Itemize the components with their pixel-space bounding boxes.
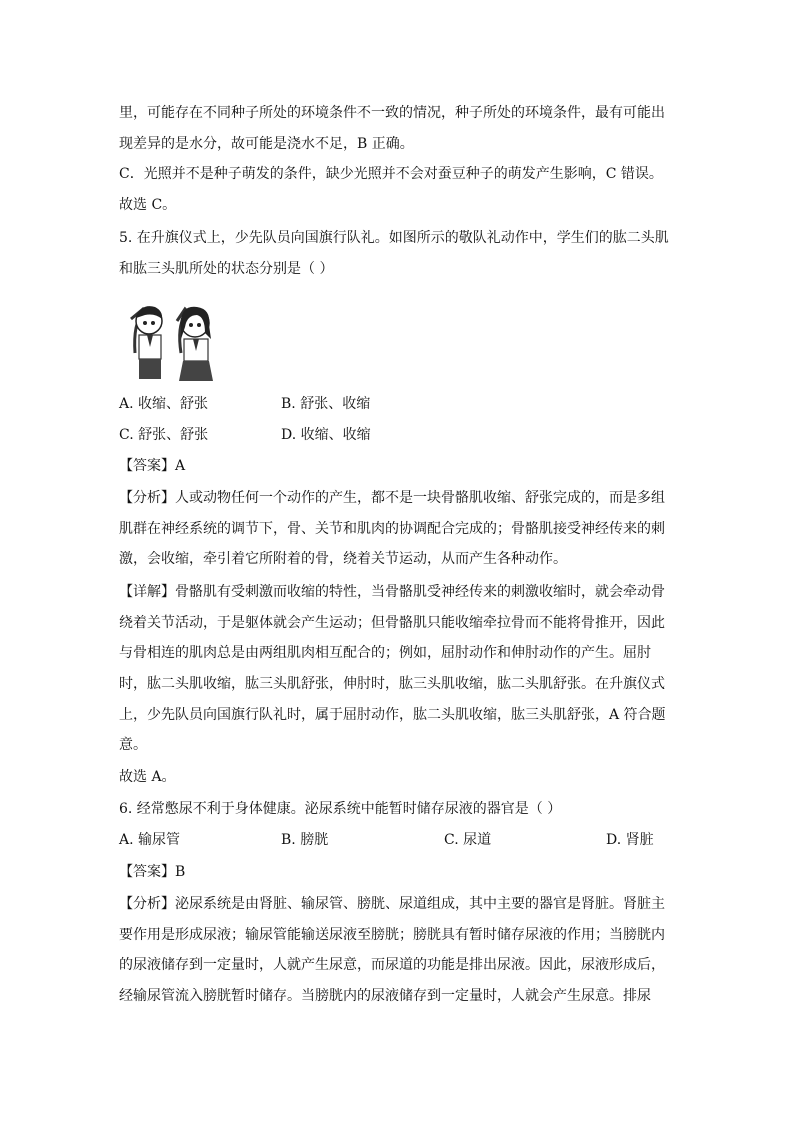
intro-line: 现差异的是水分，故可能是浇水不足，B 正确。 (119, 136, 414, 152)
q6-analysis-line: 的尿液储存到一定量时，人就产生尿意，而尿道的功能是排出尿液。因此，尿液形成后， (119, 957, 665, 973)
q5-option-a: A. 收缩、舒张 (119, 396, 209, 412)
q5-option-d: D. 收缩、收缩 (281, 427, 371, 443)
q5-answer: 【答案】A (119, 458, 186, 474)
q5-analysis-line: 【分析】人或动物任何一个动作的产生，都不是一块骨骼肌收缩、舒张完成的，而是多组 (119, 490, 665, 506)
girl-figure (177, 307, 213, 381)
q5-option-c: C. 舒张、舒张 (119, 427, 209, 443)
question-6-stem: 6. 经常憋尿不利于身体健康。泌尿系统中能暂时储存尿液的器官是（ ） (119, 801, 562, 817)
q5-detail-line: 绕着关节活动，于是躯体就会产生运动；但骨骼肌只能收缩牵拉骨而不能将骨推开，因此 (119, 615, 665, 631)
q6-answer: 【答案】B (119, 864, 186, 880)
q6-option-b: B. 膀胱 (281, 832, 329, 848)
q5-detail-line: 意。 (119, 737, 147, 753)
salute-students-illustration (119, 283, 223, 387)
q5-option-b: B. 舒张、收缩 (281, 396, 371, 412)
boy-figure (131, 306, 162, 379)
q5-analysis-line: 激，会收缩，牵引着它所附着的骨，绕着关节运动，从而产生各种动作。 (119, 551, 567, 567)
q5-detail-line: 上，少先队员向国旗行队礼时，属于屈肘动作，肱二头肌收缩，肱三头肌舒张，A 符合题 (119, 707, 666, 723)
q6-analysis-line: 要作用是形成尿液；输尿管能输送尿液至膀胱；膀胱具有暂时储存尿液的作用；当膀胱内 (119, 927, 665, 943)
q5-conclusion: 故选 A。 (119, 769, 176, 785)
q6-option-a: A. 输尿管 (119, 832, 181, 848)
q5-detail-line: 与骨相连的肌肉总是由两组肌肉相互配合的；例如，屈肘动作和伸肘动作的产生。屈肘 (119, 645, 651, 661)
question-5-stem: 和肱三头肌所处的状态分别是（ ） (119, 261, 334, 277)
q5-detail-line: 时，肱二头肌收缩，肱三头肌舒张，伸肘时，肱三头肌收缩，肱二头肌舒张。在升旗仪式 (119, 676, 665, 692)
intro-line: 故选 C。 (119, 197, 177, 213)
q6-analysis-line: 经输尿管流入膀胱暂时储存。当膀胱内的尿液储存到一定量时，人就会产生尿意。排尿 (119, 988, 651, 1004)
q5-analysis-line: 肌群在神经系统的调节下，骨、关节和肌肉的协调配合完成的；骨骼肌接受神经传来的刺 (119, 521, 665, 537)
q5-detail-line: 【详解】骨骼肌有受刺激而收缩的特性，当骨骼肌受神经传来的刺激收缩时，就会牵动骨 (119, 584, 665, 600)
q6-analysis-line: 【分析】泌尿系统是由肾脏、输尿管、膀胱、尿道组成，其中主要的器官是肾脏。肾脏主 (119, 896, 665, 912)
intro-line: C．光照并不是种子萌发的条件，缺少光照并不会对蚕豆种子的萌发产生影响，C 错误。 (119, 166, 663, 182)
q6-option-d: D. 肾脏 (606, 832, 654, 848)
intro-line: 里，可能存在不同种子所处的环境条件不一致的情况，种子所处的环境条件，最有可能出 (119, 105, 665, 121)
question-5-stem: 5. 在升旗仪式上，少先队员向国旗行队礼。如图所示的敬队礼动作中，学生们的肱二头肌 (119, 230, 669, 246)
q6-option-c: C. 尿道 (444, 832, 492, 848)
